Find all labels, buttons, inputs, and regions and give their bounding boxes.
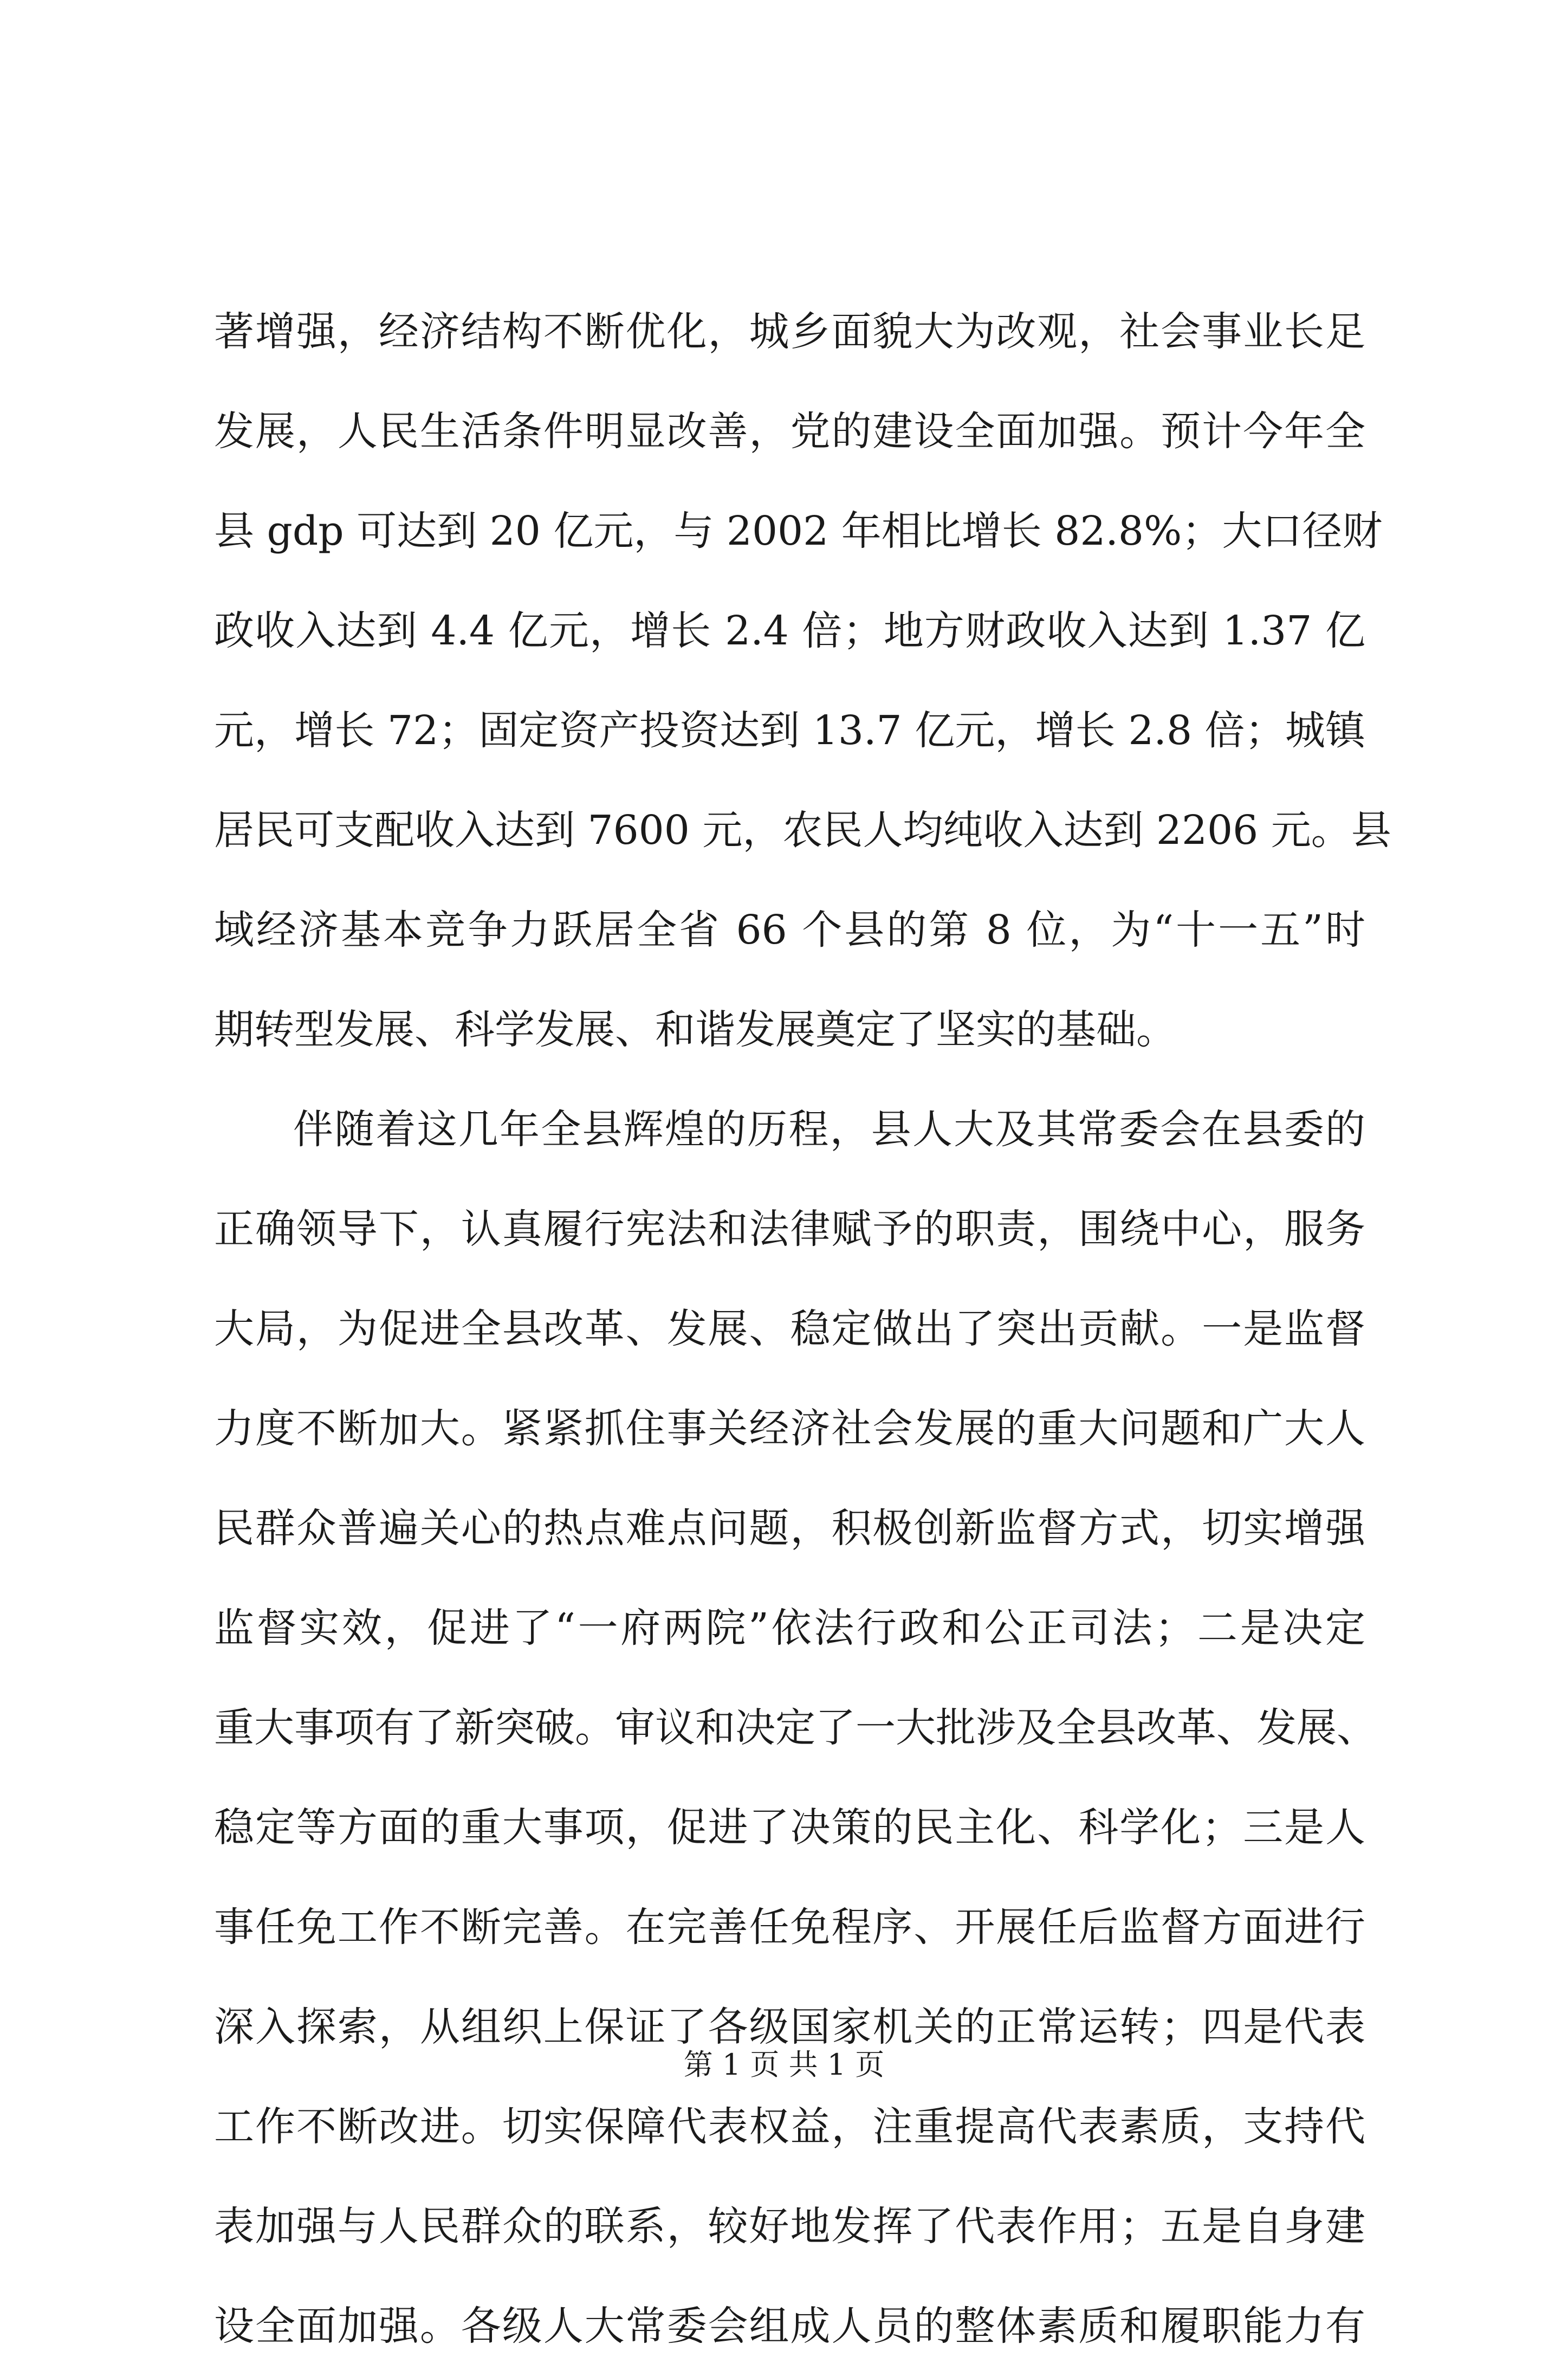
page-number-footer: 第 1 页 共 1 页 xyxy=(683,2048,885,2082)
text-line: 重大事项有了新突破。审议和决定了一大批涉及全县改革、发展、 xyxy=(214,1704,1377,1751)
text-line: 著增强，经济结构不断优化，城乡面貌大为改观，社会事业长足 xyxy=(214,308,1365,355)
text-line: 表加强与人民群众的联系，较好地发挥了代表作用；五是自身建 xyxy=(214,2203,1365,2250)
text-line: 发展，人民生活条件明显改善，党的建设全面加强。预计今年全 xyxy=(214,408,1365,455)
text-line: 政收入达到 4.4 亿元，增长 2.4 倍；地方财政收入达到 1.37 亿 xyxy=(214,608,1365,654)
text-line: 稳定等方面的重大事项，促进了决策的民主化、科学化；三是人 xyxy=(214,1804,1365,1851)
text-line: 工作不断改进。切实保障代表权益，注重提高代表素质，支持代 xyxy=(214,2103,1365,2150)
text-line: 元，增长 72；固定资产投资达到 13.7 亿元，增长 2.8 倍；城镇 xyxy=(214,707,1365,754)
text-line: 期转型发展、科学发展、和谐发展奠定了坚实的基础。 xyxy=(214,1006,1176,1053)
text-line: 县 gdp 可达到 20 亿元，与 2002 年相比增长 82.8%；大口径财 xyxy=(214,508,1383,554)
text-line: 民群众普遍关心的热点难点问题，积极创新监督方式，切实增强 xyxy=(214,1505,1365,1552)
text-line: 力度不断加大。紧紧抓住事关经济社会发展的重大问题和广大人 xyxy=(214,1405,1365,1452)
text-line: 深入探索，从组织上保证了各级国家机关的正常运转；四是代表 xyxy=(214,2004,1365,2050)
text-line: 设全面加强。各级人大常委会组成人员的整体素质和履职能力有 xyxy=(214,2303,1365,2349)
text-line: 监督实效，促进了“一府两院”依法行政和公正司法；二是决定 xyxy=(214,1605,1365,1651)
text-line: 事任免工作不断完善。在完善任免程序、开展任后监督方面进行 xyxy=(214,1904,1365,1951)
text-line: 居民可支配收入达到 7600 元，农民人均纯收入达到 2206 元。县 xyxy=(214,807,1391,854)
text-line: 域经济基本竞争力跃居全省 66 个县的第 8 位，为“十一五”时 xyxy=(214,907,1365,953)
paragraph-first-line: 伴随着这几年全县辉煌的历程，县人大及其常委会在县委的 xyxy=(293,1106,1365,1153)
text-line: 正确领导下，认真履行宪法和法律赋予的职责，围绕中心，服务 xyxy=(214,1206,1365,1252)
text-line: 大局，为促进全县改革、发展、稳定做出了突出贡献。一是监督 xyxy=(214,1306,1365,1352)
